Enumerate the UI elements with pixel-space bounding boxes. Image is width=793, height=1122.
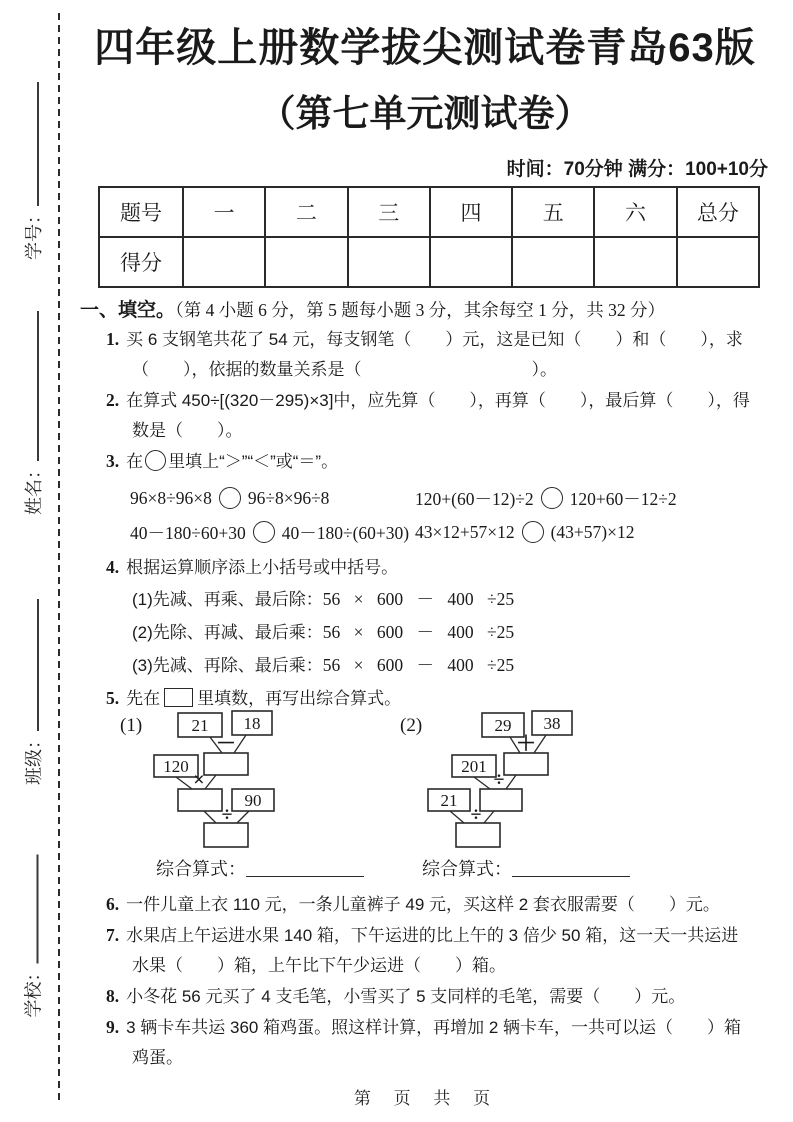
empty-answer-box xyxy=(204,823,248,847)
question-6-text: 一件儿童上衣 110 元，一条儿童裤子 49 元，买这样 2 套衣服需要（ ）元。 xyxy=(126,895,720,914)
order-description: (3)先减、再除、最后乘： xyxy=(132,656,323,675)
order-description: (1)先减、再乘、最后除： xyxy=(132,590,323,609)
score-cell xyxy=(677,237,759,287)
comparison-right-expression: 96÷8×96÷8 xyxy=(247,487,330,508)
class-label: 班级： xyxy=(24,731,44,785)
question-5-number: 5. xyxy=(106,688,120,708)
class-fill-line xyxy=(37,599,39,731)
connector-line xyxy=(176,777,192,789)
margin-label-school xyxy=(20,855,46,1018)
section1-heading-title: 一、填空。 xyxy=(80,300,176,321)
number-value: 38 xyxy=(543,714,561,733)
page-subtitle: （第七单元测试卷） xyxy=(258,93,592,134)
formula-blank-line xyxy=(512,876,630,877)
score-table-col-6: 六 xyxy=(594,187,676,237)
number-pyramid-diagram-2 xyxy=(398,705,678,855)
formula-blank-line xyxy=(246,876,364,877)
operator-divide: ÷ xyxy=(470,804,482,826)
comparison-right-expression: (43+57)×12 xyxy=(550,521,635,542)
comparison-right-expression: 40－180÷(60+30) xyxy=(281,522,410,543)
operator-minus: － xyxy=(216,733,236,755)
score-table-score-row xyxy=(99,237,759,287)
question-8-number: 8. xyxy=(106,986,120,1006)
question-2-line-1 xyxy=(106,385,770,416)
question-4-items xyxy=(80,583,770,682)
question-8 xyxy=(106,981,770,1012)
margin-label-class xyxy=(20,599,46,785)
empty-answer-box xyxy=(456,823,500,847)
question-6-number: 6. xyxy=(106,894,120,914)
comparison-item xyxy=(415,481,770,515)
empty-answer-box xyxy=(480,789,522,811)
question-4-item-1 xyxy=(132,583,770,616)
comparison-item xyxy=(130,515,415,549)
margin-label-name xyxy=(20,311,46,515)
question-8-text: 小冬花 56 元买了 4 支毛笔，小雪买了 5 支同样的毛笔，需要（ ）元。 xyxy=(126,987,686,1006)
empty-answer-box xyxy=(204,753,248,775)
score-cell xyxy=(348,237,430,287)
comparison-left-expression: 120+(60－12)÷2 xyxy=(415,488,534,509)
student-number-fill-line xyxy=(37,82,39,206)
formula-text: 综合算式： xyxy=(156,859,246,879)
operator-times: × xyxy=(193,769,205,791)
question-6 xyxy=(106,889,770,920)
score-table-col-2: 二 xyxy=(265,187,347,237)
formula-label-1 xyxy=(156,855,364,881)
question-4-heading xyxy=(106,552,770,583)
operator-divide: ÷ xyxy=(493,769,505,791)
comparison-right-expression: 120+60－12÷2 xyxy=(569,488,677,509)
number-pyramid-diagram-1 xyxy=(118,705,398,855)
formula-row xyxy=(80,855,770,883)
question-1-line-1 xyxy=(106,324,770,355)
name-label: 姓名： xyxy=(24,461,44,515)
score-table-corner: 题号 xyxy=(99,187,183,237)
comparison-circle-icon xyxy=(219,487,241,509)
paper-content xyxy=(80,0,770,1073)
question-5-text-pre: 先在 xyxy=(126,689,161,708)
formula-text: 综合算式： xyxy=(422,859,512,879)
connector-line xyxy=(450,811,464,823)
number-value: 21 xyxy=(440,791,458,810)
question-9-text: 3 辆卡车共运 360 箱鸡蛋。照这样计算，再增加 2 辆卡车，一共可以运（ ）箱 xyxy=(126,1018,742,1037)
comparison-circle-icon xyxy=(145,450,166,471)
number-value: 120 xyxy=(163,757,189,776)
score-cell xyxy=(594,237,676,287)
score-cell xyxy=(265,237,347,287)
school-label: 学校： xyxy=(23,963,44,1018)
question-5-diagrams xyxy=(80,705,770,855)
comparison-item xyxy=(415,515,770,549)
score-table xyxy=(98,186,760,288)
connector-line xyxy=(237,811,249,823)
score-row-label: 得分 xyxy=(99,237,183,287)
section1-heading-note: （第 4 小题 6 分，第 5 题每小题 3 分，其余每空 1 分，共 32 分） xyxy=(175,300,666,320)
question-7-line-1 xyxy=(106,920,770,951)
operator-plus: ＋ xyxy=(516,733,536,755)
score-table-col-4: 四 xyxy=(430,187,512,237)
question-7-text: 水果店上午运进水果 140 箱，下午运进的比上午的 3 倍少 50 箱，这一天一共运进 xyxy=(126,926,739,945)
comparison-circle-icon xyxy=(541,487,563,509)
score-cell xyxy=(512,237,594,287)
question-4-item-2 xyxy=(132,616,770,649)
question-9-line-1 xyxy=(106,1012,770,1043)
comparison-circle-icon xyxy=(522,521,544,543)
student-number-label: 学号： xyxy=(24,206,44,260)
score-table-col-3: 三 xyxy=(348,187,430,237)
question-7-number: 7. xyxy=(106,925,120,945)
order-description: (2)先除、再减、最后乘： xyxy=(132,623,323,642)
question-1-line-2: （ ），依据的数量关系是（ ）。 xyxy=(132,360,557,379)
empty-answer-box xyxy=(504,753,548,775)
question-4-number: 4. xyxy=(106,557,120,577)
comparison-circle-icon xyxy=(253,521,275,543)
number-value: 29 xyxy=(494,716,512,735)
question-2-number: 2. xyxy=(106,390,120,410)
number-value: 90 xyxy=(244,791,262,810)
question-1-text: 买 6 支钢笔共花了 54 元，每支钢笔（ ）元，这是已知（ ）和（ ），求 xyxy=(126,330,743,349)
formula-label-2 xyxy=(422,855,630,881)
question-9-line-2: 鸡蛋。 xyxy=(132,1048,183,1067)
section1-heading xyxy=(80,297,770,324)
question-5-text-post: 里填数，再写出综合算式。 xyxy=(197,689,402,708)
question-4-text: 根据运算顺序添上小括号或中括号。 xyxy=(126,558,399,577)
comparison-left-expression: 43×12+57×12 xyxy=(415,521,515,542)
page-title: 四年级上册数学拔尖测试卷青岛63版 xyxy=(94,26,756,70)
exam-info: 时间：70分钟 满分：100+10分 xyxy=(506,159,768,180)
expression: 56 × 600 － 400 ÷25 xyxy=(322,655,515,675)
score-cell xyxy=(430,237,512,287)
question-3-comparisons xyxy=(130,481,770,549)
margin-label-student-number xyxy=(20,82,46,260)
connector-line xyxy=(204,811,216,823)
question-2-text: 在算式 450÷[(320－295)×3]中，应先算（ ），再算（ ），最后算（ ），得 xyxy=(126,391,750,410)
operator-divide: ÷ xyxy=(221,804,233,826)
empty-answer-box xyxy=(178,789,222,811)
connector-line xyxy=(205,775,216,789)
connector-line xyxy=(506,775,516,789)
question-2-line-2: 数是（ ）。 xyxy=(132,421,243,440)
number-value: 201 xyxy=(461,757,487,776)
diagram-1-label: (1) xyxy=(120,715,143,736)
number-value: 18 xyxy=(243,714,261,733)
question-3-heading xyxy=(106,446,770,477)
question-3-text-post: 里填上“＞”“＜”或“＝”。 xyxy=(168,452,339,471)
connector-line xyxy=(484,811,494,823)
score-table-col-5: 五 xyxy=(512,187,594,237)
seal-dashed-line xyxy=(58,13,60,1103)
question-4-item-3 xyxy=(132,649,770,682)
diagram-2-label: (2) xyxy=(400,715,423,736)
name-fill-line xyxy=(37,311,39,461)
question-3-number: 3. xyxy=(106,451,120,471)
connector-line xyxy=(474,777,490,789)
comparison-left-expression: 96×8÷96×8 xyxy=(130,487,212,508)
expression: 56 × 600 － 400 ÷25 xyxy=(322,589,515,609)
score-table-col-1: 一 xyxy=(183,187,265,237)
page-footer: 第 页 共 页 xyxy=(353,1089,497,1108)
score-table-col-total: 总分 xyxy=(677,187,759,237)
question-9-number: 9. xyxy=(106,1017,120,1037)
comparison-item xyxy=(130,481,415,515)
comparison-left-expression: 40－180÷60+30 xyxy=(130,522,246,543)
number-value: 21 xyxy=(191,716,209,735)
school-fill-line xyxy=(37,855,39,964)
question-7-line-2: 水果（ ）箱，上午比下午少运进（ ）箱。 xyxy=(132,956,506,975)
score-cell xyxy=(183,237,265,287)
expression: 56 × 600 － 400 ÷25 xyxy=(322,622,515,642)
score-table-header-row xyxy=(99,187,759,237)
question-1-number: 1. xyxy=(106,329,120,349)
question-3-text-pre: 在 xyxy=(126,452,144,471)
